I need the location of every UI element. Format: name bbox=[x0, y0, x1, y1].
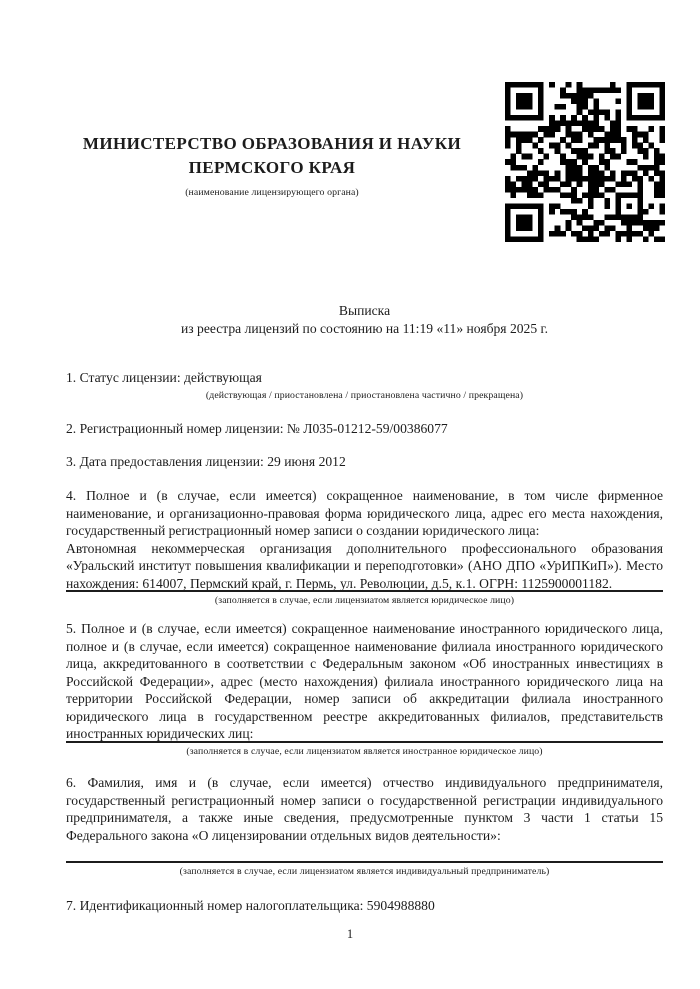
item-grant-date: 3. Дата предоставления лицензии: 29 июня 2012 bbox=[66, 454, 346, 469]
item-taxpayer-number: 7. Идентификационный номер налогоплательщика: 5904988880 bbox=[66, 898, 435, 913]
qr-code-icon bbox=[503, 82, 667, 242]
item-legal-entity bbox=[66, 487, 663, 592]
org-name-caption: (наименование лицензирующего органа) bbox=[185, 187, 359, 198]
individual-fill-line bbox=[66, 861, 663, 863]
document-title bbox=[66, 302, 663, 337]
org-name-line2: ПЕРМСКОГО КРАЯ bbox=[188, 158, 356, 177]
foreign-entity-caption: (заполняется в случае, если лицензиатом является иностранное юридическое лицо) bbox=[186, 746, 543, 757]
item-license-status: 1. Статус лицензии: действующая bbox=[66, 370, 262, 385]
item-legal-entity-label: 4. Полное и (в случае, если имеется) сокращенное наименование, в том числе фирменное наименование, и организационно-правовая форма юридического лица, адрес его места нахождения, государственный регистрационный номер записи о создании юридического лица: bbox=[66, 488, 663, 538]
individual-caption: (заполняется в случае, если лицензиатом является индивидуальный предприниматель) bbox=[179, 866, 550, 877]
item-license-status-caption: (действующая / приостановлена / приостановлена частично / прекращена) bbox=[205, 390, 524, 401]
org-name-line1: МИНИСТЕРСТВО ОБРАЗОВАНИЯ И НАУКИ bbox=[82, 134, 462, 153]
page-number: 1 bbox=[346, 927, 354, 941]
item-legal-entity-value: Автономная некоммерческая организация дополнительного профессионального образования «Уральский институт повышения квалификации и переподготовки» (АНО ДПО «УрИПКиП»). Место нахождения: 614007, Пермский край, г. Пермь, ул. Революции, д.5, к.1. ОГРН: 1125900001182. bbox=[66, 540, 663, 591]
document-title-line2: из реестра лицензий по состоянию на 11:19 «11» ноября 2025 г. bbox=[180, 320, 548, 336]
document-title-line1: Выписка bbox=[338, 303, 391, 318]
item-registration-number: 2. Регистрационный номер лицензии: № Л035-01212-59/00386077 bbox=[66, 421, 448, 436]
item-foreign-entity: 5. Полное и (в случае, если имеется) сокращенное наименование иностранного юридического лица, полное и (в случае, если имеется) сокращенное наименование филиала иностранного юридического лица, аккредитованного в соответствии с Федеральным законом «Об иностранных инвестициях в Российской Федерации», адрес (место нахождения) филиала иностранного юридического лица на территории Российской Федерации, номер записи об аккредитации филиала иностранного юридического лица в государственном реестре аккредитованных филиалов, представительств иностранных юридических лиц: bbox=[66, 621, 663, 741]
foreign-entity-fill-line bbox=[66, 741, 663, 743]
item-individual-entrepreneur: 6. Фамилия, имя и (в случае, если имеется) отчество индивидуального предпринимателя, государственный регистрационный номер записи о государственной регистрации индивидуального предпринимателя, а также иные сведения, предусмотренные пунктом 3 части 1 статьи 15 Федерального закона «О лицензировании отдельных видов деятельности»: bbox=[66, 775, 663, 843]
legal-entity-caption: (заполняется в случае, если лицензиатом является юридическое лицо) bbox=[214, 595, 515, 606]
licensing-authority-header bbox=[60, 132, 484, 199]
legal-entity-fill-line bbox=[66, 590, 663, 592]
